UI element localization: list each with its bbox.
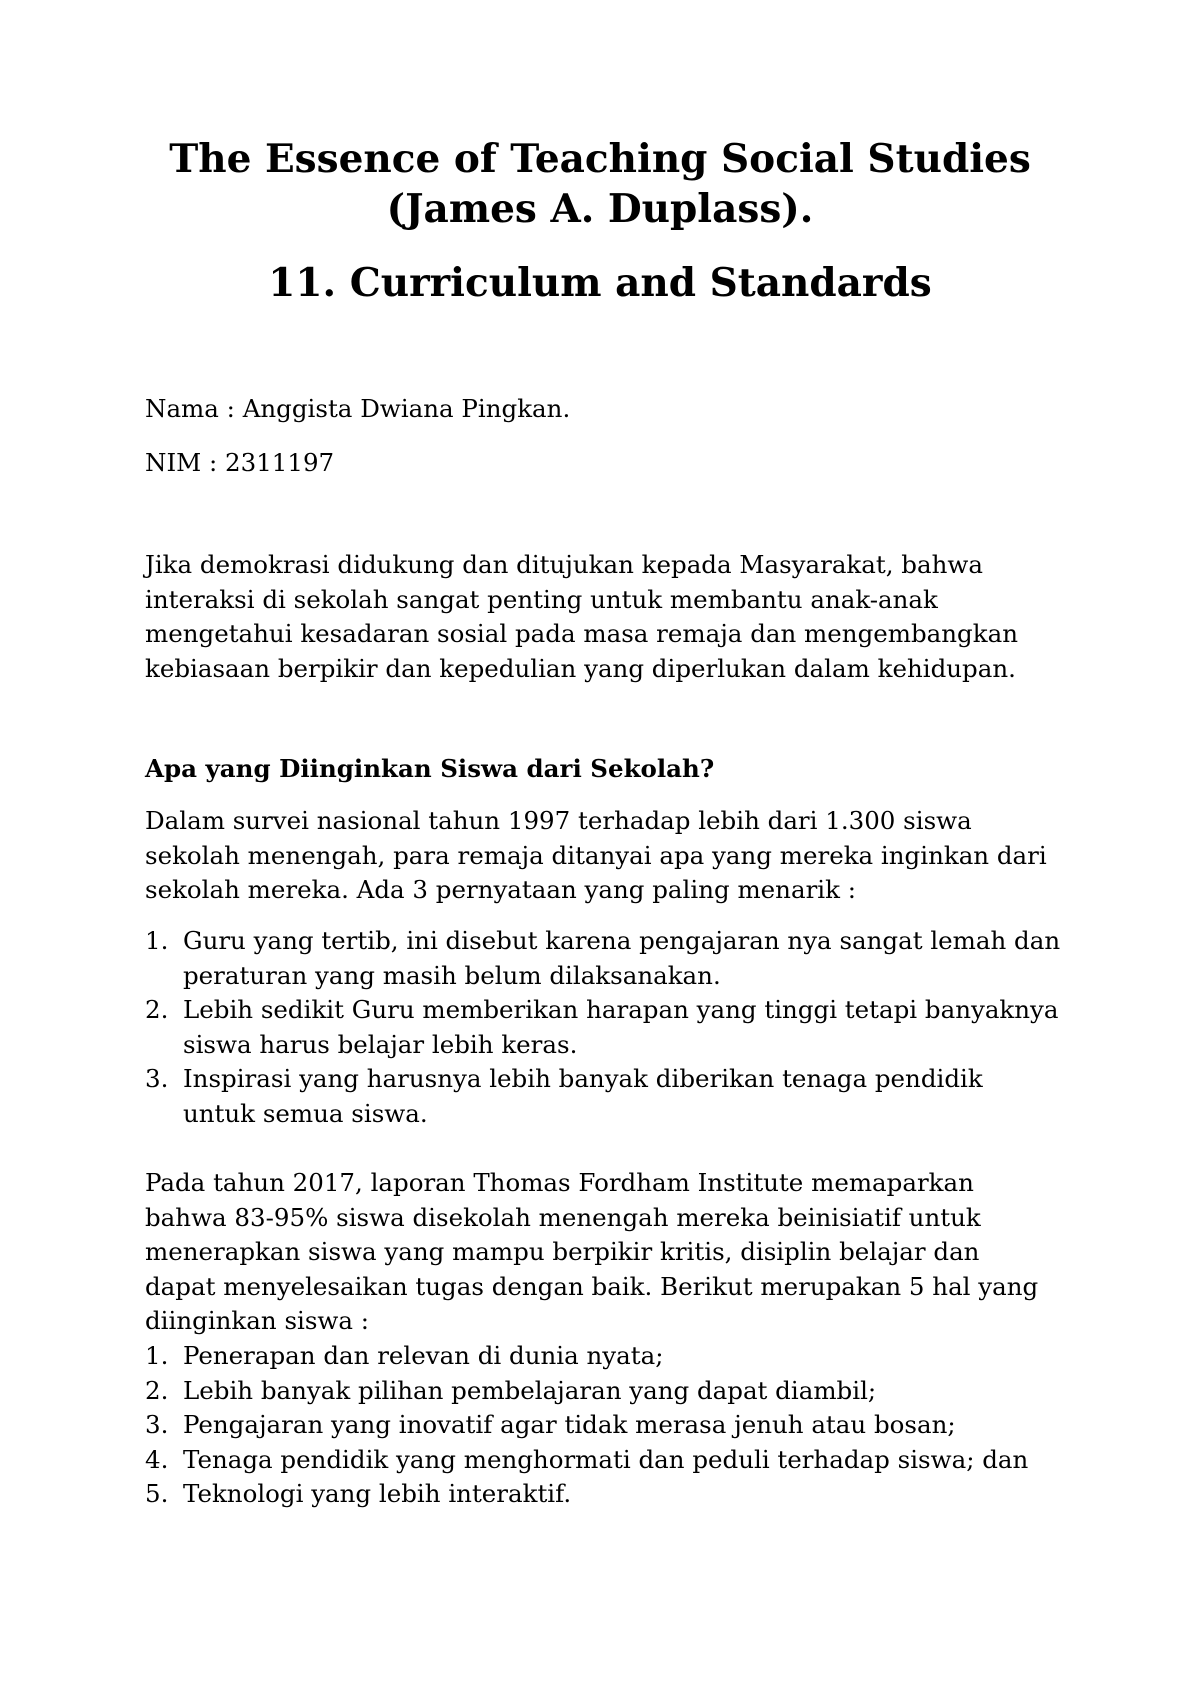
list-line: untuk semua siswa.	[183, 1098, 428, 1128]
section-heading: Apa yang Diinginkan Siswa dari Sekolah?	[145, 754, 715, 783]
list-line: peraturan yang masih belum dilaksanakan.	[183, 960, 721, 990]
list-item	[145, 1408, 1085, 1443]
paragraph-line: diinginkan siswa :	[145, 1306, 370, 1335]
list-line: Penerapan dan relevan di dunia nyata;	[183, 1341, 664, 1370]
paragraph-line: sekolah menengah, para remaja ditanyai apa yang mereka inginkan dari	[145, 840, 1047, 870]
fordham-paragraph	[145, 1166, 1085, 1339]
list-line: Guru yang tertib, ini disebut karena pengajaran nya sangat lemah dan	[183, 926, 1061, 955]
title-line-2: (James A. Duplass).	[386, 186, 814, 232]
statements-list	[145, 924, 1085, 1131]
paragraph-line: Pada tahun 2017, laporan Thomas Fordham Institute memaparkan	[145, 1168, 974, 1197]
list-item	[145, 1062, 1085, 1131]
list-number: 2.	[145, 995, 169, 1024]
list-number: 3.	[145, 1410, 169, 1439]
list-line: Tenaga pendidik yang menghormati dan peduli terhadap siswa; dan	[183, 1444, 1029, 1474]
paragraph-line: Dalam survei nasional tahun 1997 terhadap lebih dari 1.300 siswa	[145, 806, 972, 835]
paragraph-line: dapat menyelesaikan tugas dengan baik. Berikut merupakan 5 hal yang	[145, 1271, 1039, 1301]
list-number: 1.	[145, 1341, 169, 1370]
list-item	[145, 1443, 1085, 1478]
paragraph-line: interaksi di sekolah sangat penting untuk membantu anak-anak	[145, 584, 938, 614]
survey-paragraph	[145, 804, 1085, 908]
student-nim: NIM : 2311197	[145, 448, 335, 477]
wants-list	[145, 1339, 1085, 1512]
list-line: Lebih sedikit Guru memberikan harapan yang tinggi tetapi banyaknya	[183, 995, 1059, 1024]
list-number: 1.	[145, 926, 169, 955]
list-number: 5.	[145, 1479, 169, 1508]
list-line: Inspirasi yang harusnya lebih banyak diberikan tenaga pendidik	[183, 1064, 983, 1093]
list-item	[145, 1477, 1085, 1512]
list-line: siswa harus belajar lebih keras.	[183, 1029, 578, 1059]
list-item	[145, 1339, 1085, 1374]
paragraph-line: kebiasaan berpikir dan kepedulian yang diperlukan dalam kehidupan.	[145, 653, 1016, 683]
list-item	[145, 1374, 1085, 1409]
list-item	[145, 993, 1085, 1062]
paragraph-line: menerapkan siswa yang mampu berpikir kritis, disiplin belajar dan	[145, 1237, 980, 1266]
list-line: Pengajaran yang inovatif agar tidak merasa jenuh atau bosan;	[183, 1410, 956, 1439]
student-name: Nama : Anggista Dwiana Pingkan.	[145, 394, 571, 423]
paragraph-line: mengetahui kesadaran sosial pada masa remaja dan mengembangkan	[145, 619, 1018, 648]
list-number: 3.	[145, 1064, 169, 1093]
list-number: 4.	[145, 1444, 169, 1474]
paragraph-line: sekolah mereka. Ada 3 pernyataan yang paling menarik :	[145, 875, 857, 904]
paragraph-line: bahwa 83-95% siswa disekolah menengah mereka beinisiatif untuk	[145, 1202, 981, 1232]
title-line-1: The Essence of Teaching Social Studies	[169, 136, 1031, 182]
paragraph-line: Jika demokrasi didukung dan ditujukan kepada Masyarakat, bahwa	[145, 550, 983, 579]
list-number: 2.	[145, 1375, 169, 1405]
intro-paragraph	[145, 548, 1085, 686]
document-title	[0, 134, 1200, 234]
list-line: Lebih banyak pilihan pembelajaran yang dapat diambil;	[183, 1375, 877, 1405]
list-line: Teknologi yang lebih interaktif.	[183, 1479, 572, 1508]
chapter-heading: 11. Curriculum and Standards	[268, 260, 932, 306]
list-item	[145, 924, 1085, 993]
